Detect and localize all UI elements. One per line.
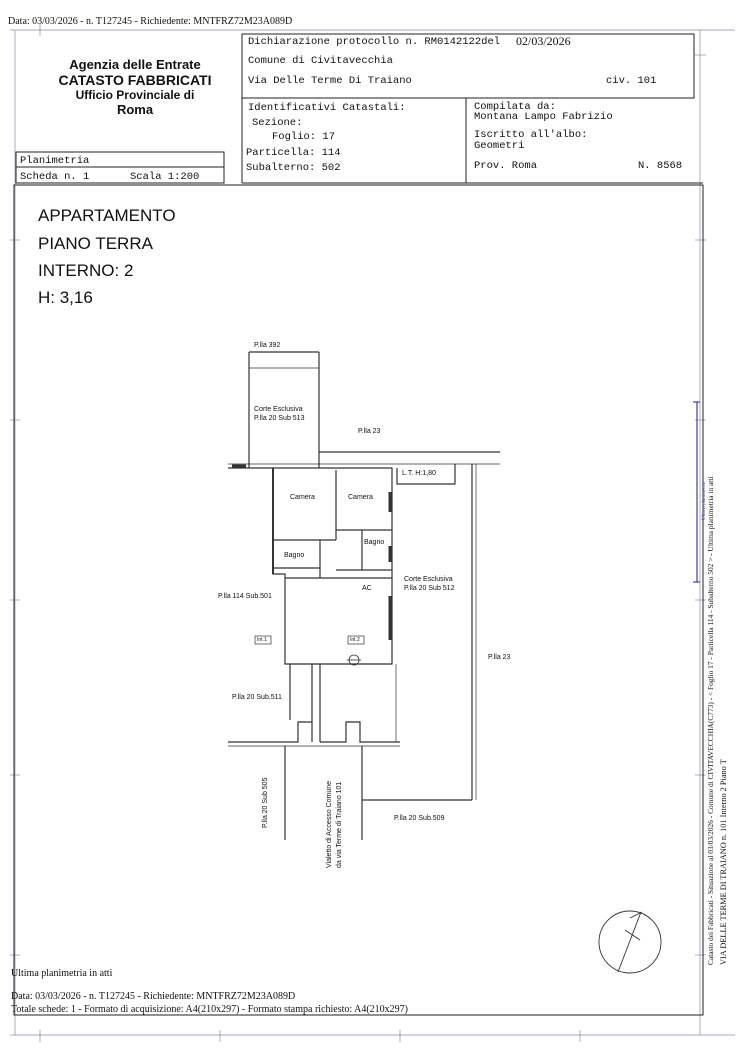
unit-height: H: 3,16 [38, 288, 93, 307]
agency-office: Ufficio Provinciale di [75, 88, 195, 102]
side-stamp: Ultima planimetria [702, 482, 707, 520]
identifiers-title: Identificativi Catastali: [248, 102, 406, 114]
label-p114: P.lla 114 Sub.501 [218, 593, 272, 600]
declaration-via: Via Delle Terme Di Traiano [248, 75, 412, 87]
label-bagno-1: Bagno [284, 552, 305, 559]
planimetria-scheda: Scheda n. 1 [20, 171, 90, 183]
compiled-prov: Prov. Roma [474, 160, 538, 172]
label-p392: P.lla 392 [254, 342, 281, 349]
label-vialetto-b: da via Terme di Traiano 101 [336, 781, 343, 868]
identifiers-foglio: Foglio: 17 [272, 131, 336, 143]
agency-catasto: CATASTO FABBRICATI [58, 72, 212, 88]
unit-floor: PIANO TERRA [38, 234, 153, 253]
label-corte513-b: P.lla 20 Sub 513 [254, 415, 305, 422]
agency-block [40, 57, 230, 117]
declaration-date: 02/03/2026 [516, 34, 571, 48]
planimetria-scala: Scala 1:200 [130, 171, 200, 183]
label-ac: AC [362, 585, 372, 592]
declaration-comune: Comune di Civitavecchia [248, 55, 393, 67]
label-p23-right: P.lla 23 [488, 654, 511, 661]
side-text-line1: Catasto dei Fabbricati - Situazione al 03/03/2026 - Comune di CIVITAVECCHIA(C773) - < Foglio 17 - Particella 114 - Subalterno 502 > - Ultima planimetria in atti [706, 476, 715, 965]
unit-type: APPARTAMENTO [38, 206, 176, 225]
label-corte513-a: Corte Esclusiva [254, 406, 303, 413]
agency-name: Agenzia delle Entrate [69, 57, 201, 72]
identifiers-particella: Particella: 114 [246, 147, 341, 159]
label-lt: L.T. H:1,80 [402, 470, 436, 477]
declaration-protocol: Dichiarazione protocollo n. RM0142122del [248, 36, 501, 48]
footer-data: Data: 03/03/2026 - n. T127245 - Richiedente: MNTFRZ72M23A089D [11, 991, 296, 1002]
planimetria-label: Planimetria [20, 155, 90, 167]
compiled-title: Compilata da: [474, 101, 556, 113]
identifiers-subalterno: Subalterno: 502 [246, 162, 341, 174]
label-p505: P.lla 20 Sub 505 [262, 777, 269, 828]
label-p511: P.lla 20 Sub.511 [232, 694, 282, 701]
label-p509: P.lla 20 Sub.509 [394, 815, 445, 822]
unit-interno: INTERNO: 2 [38, 261, 134, 280]
compiled-albo: Iscritto all'albo: [474, 129, 588, 141]
header-data-line: Data: 03/03/2026 - n. T127245 - Richiedente: MNTFRZ72M23A089D [8, 16, 293, 27]
agency-city: Roma [116, 102, 154, 117]
footer-totale: Totale schede: 1 - Formato di acquisizione: A4(210x297) - Formato stampa richiesto: A4(210x297) [11, 1004, 408, 1015]
label-corte512-a: Corte Esclusiva [404, 576, 453, 583]
label-camera-1: Camera [290, 494, 315, 501]
label-bagno-2: Bagno [364, 539, 385, 546]
compiled-name: Montana Lampo Fabrizio [474, 111, 613, 123]
label-corte512-b: P.lla 20 Sub 512 [404, 585, 455, 592]
declaration-civ: civ. 101 [606, 75, 657, 87]
footer-ultima: Ultima planimetria in atti [11, 968, 113, 979]
label-int2: Int.2 [350, 637, 360, 643]
label-camera-2: Camera [348, 494, 373, 501]
label-int1: Int.1 [257, 637, 267, 643]
identifiers-sezione: Sezione: [252, 117, 303, 129]
label-p23-top: P.lla 23 [358, 428, 381, 435]
label-vialetto-a: Vialetto di Accesso Comune [326, 780, 333, 868]
compiled-albo-value: Geometri [474, 140, 525, 152]
compiled-number: N. 8568 [638, 160, 683, 172]
side-text-line2: VIA DELLE TERME DI TRAIANO n. 101 Interno 2 Piano T [719, 759, 728, 965]
